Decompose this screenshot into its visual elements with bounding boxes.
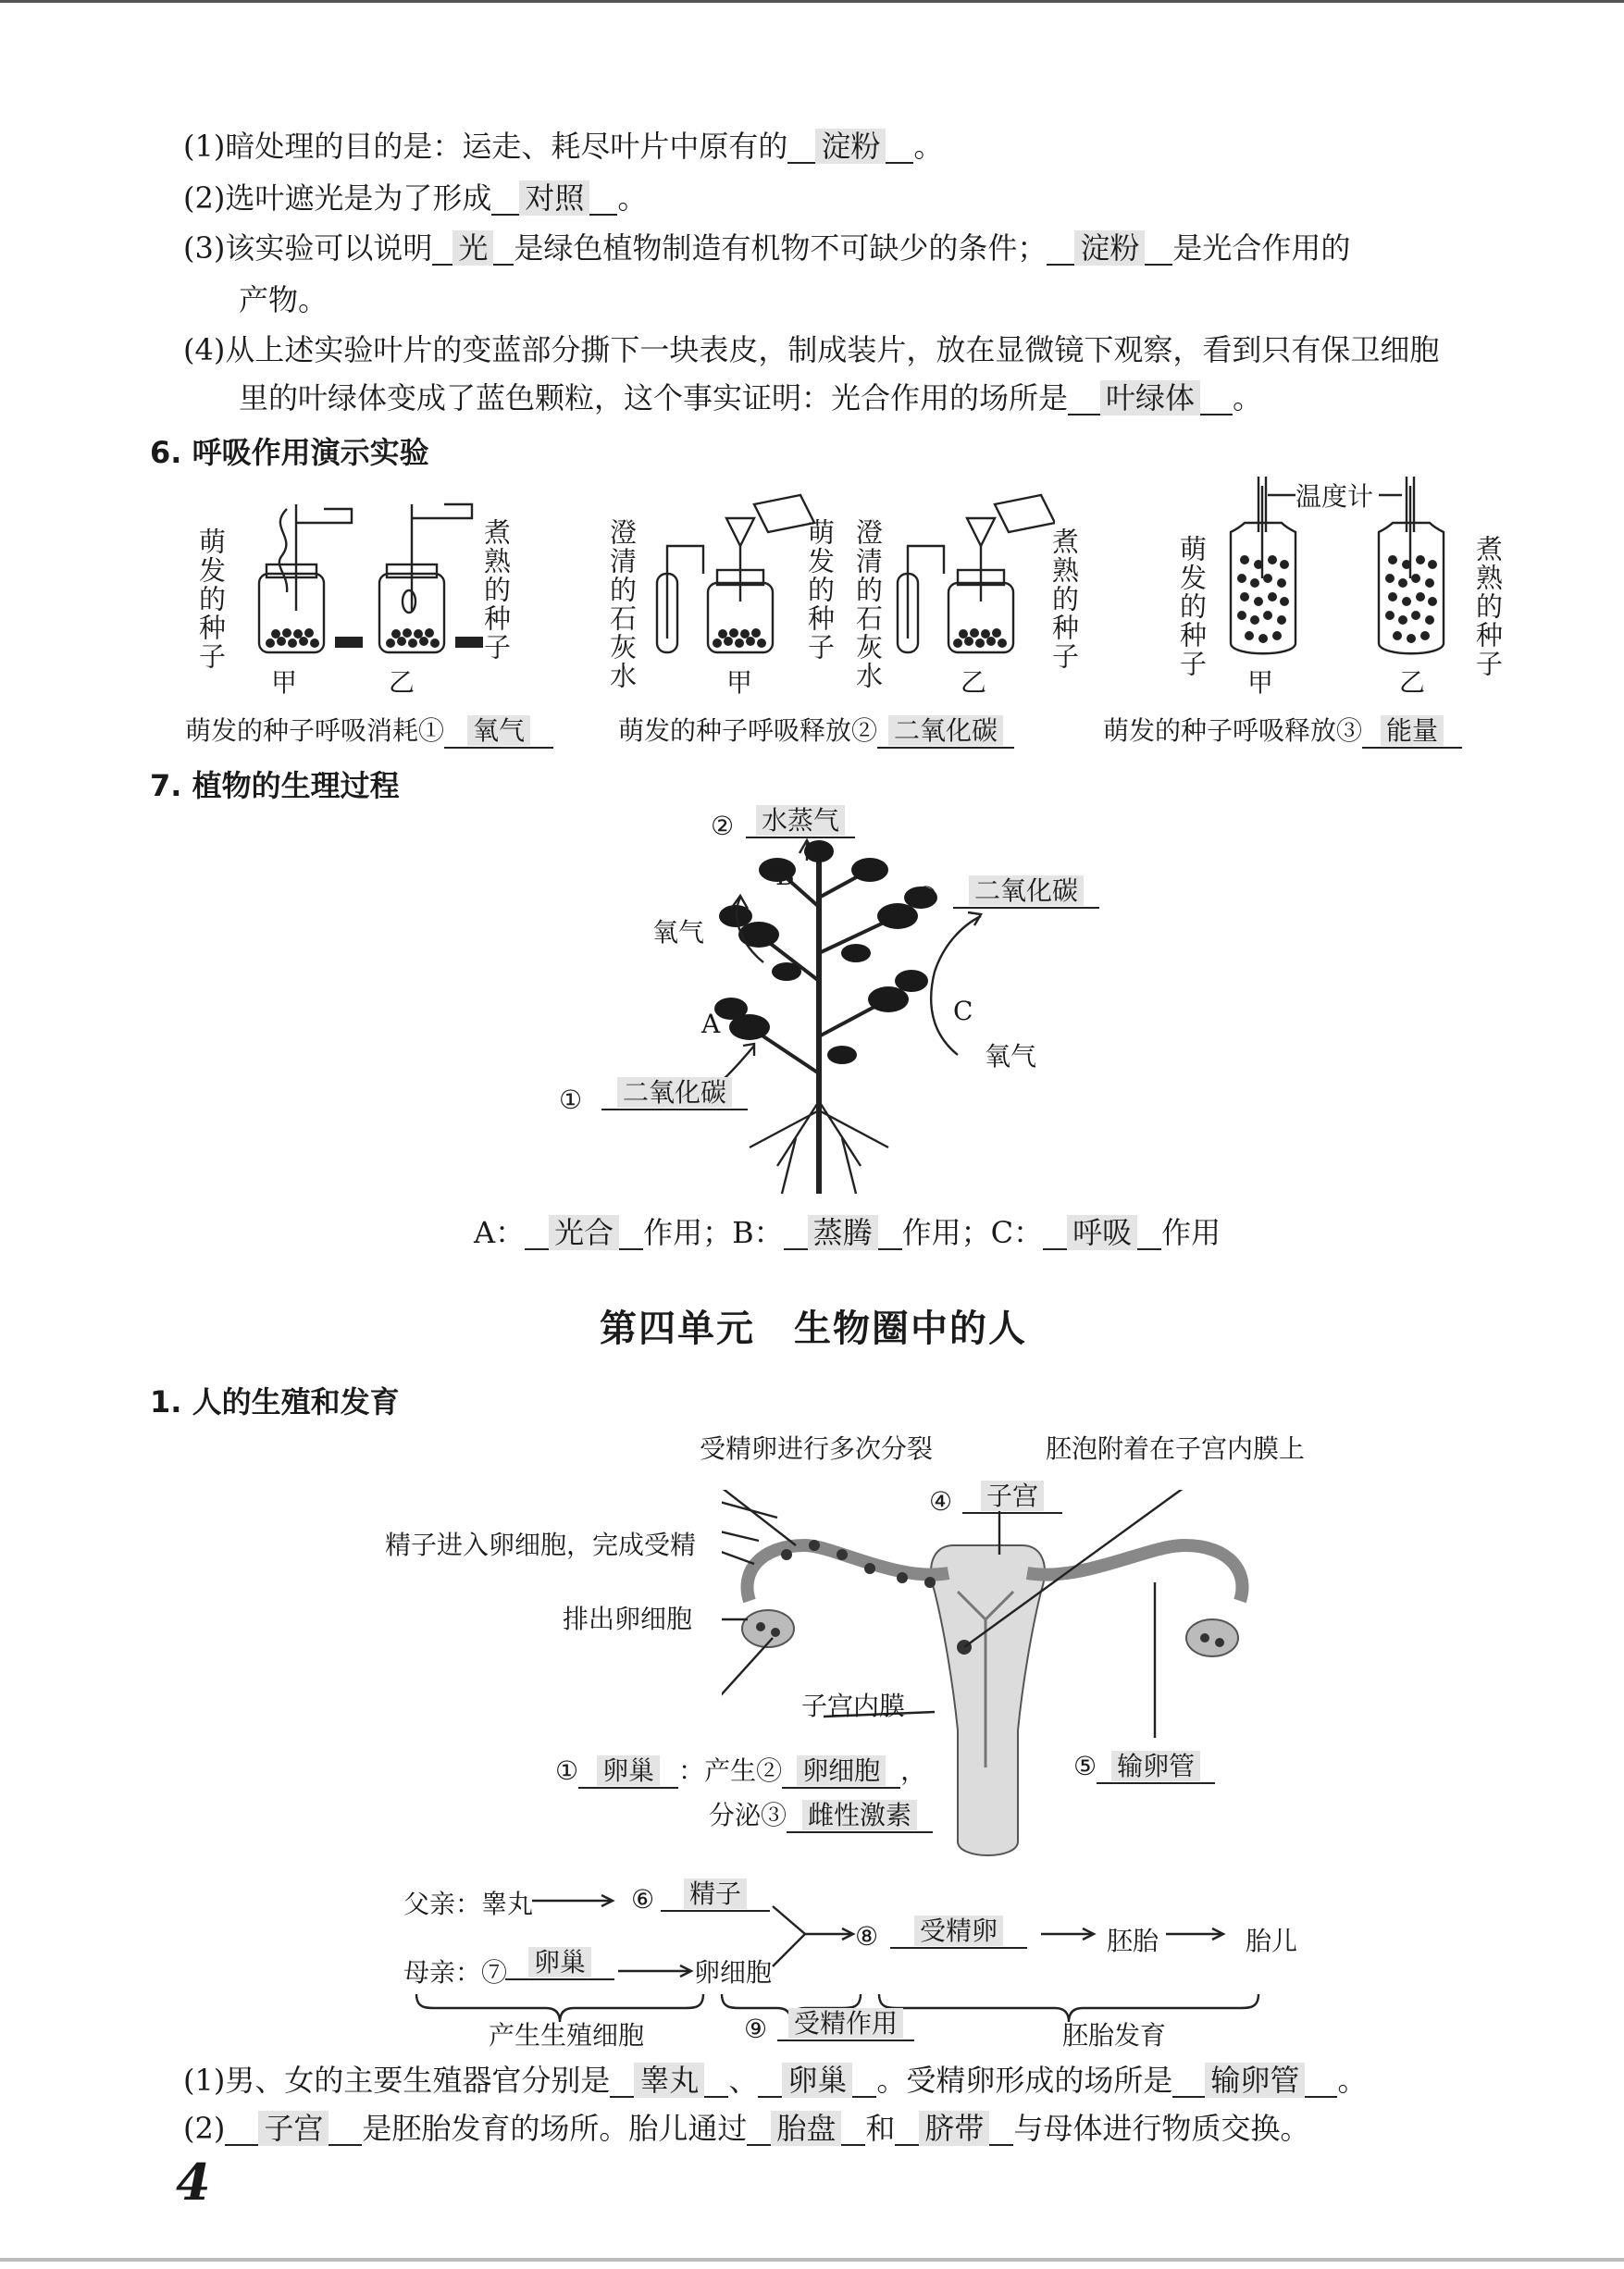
answer-blank: 能量 [1362,715,1462,749]
exp2-lime-water-1: 澄清的石灰水 [606,518,638,690]
answer-blank: 叶绿体 [1068,382,1233,415]
section-7-title: 7. 植物的生理过程 [150,768,400,803]
oxygen-in-label: 氧气 [985,1041,1037,1072]
exp3-jia: 甲 [1247,667,1274,698]
unit4-question-2: (2) 子宫 是胚胎发育的场所。胎儿通过 胎盘 和 脐带 与母体进行物质交换。 [183,2111,1310,2146]
answer-blank: 氧气 [444,715,553,749]
label-A: A [701,1009,721,1039]
answer-blank: 淀粉 [787,130,913,164]
exp2-seed-2: 煮熟的种子 [1048,527,1080,671]
flow-ovary: 卵巢 [505,1947,614,1980]
answer-blank: 对照 [491,182,617,216]
exp2-seed-1: 萌发的种子 [804,518,836,662]
exp1-jia: 甲 [271,667,298,698]
exp2-caption: 萌发的种子呼吸释放② 二氧化碳 [618,713,1014,750]
label-n4: ④ [929,1486,953,1517]
question-3: (3)该实验可以说明 光 是绿色植物制造有机物不可缺少的条件； 淀粉 是光合作用的 [183,230,1351,266]
plant-diagram [592,796,1110,1221]
bottom-border [0,2258,1624,2262]
flow-sperm: 精子 [661,1878,770,1912]
label-endometrium: 子宫内膜 [801,1691,906,1721]
flow-stage-3: 胚胎发育 [1062,2020,1167,2051]
flow-stage-1: 产生生殖细胞 [489,2020,645,2051]
exp3-yi: 乙 [1399,667,1426,698]
hormone-line: 分泌③ 雌性激素 [709,1795,933,1833]
exp2-jia: 甲 [726,667,753,698]
label-embryo-attach: 胚泡附着在子宫内膜上 [1046,1433,1306,1464]
section-1-title: 1. 人的生殖和发育 [150,1384,400,1420]
flow-mother: 母亲：⑦ [403,1957,508,1988]
section-6-title: 6. 呼吸作用演示实验 [150,435,429,470]
uterus-label: 子宫 [962,1481,1062,1514]
water-vapor-label: 水蒸气 [746,805,855,838]
label-n1: ① [559,1085,583,1115]
flow-n9: ⑨ [744,2014,768,2044]
answer-blank: 二氧化碳 [877,715,1014,749]
flow-n6: ⑥ [631,1884,655,1915]
oviduct-line: ⑤ 输卵管 [1073,1751,1215,1784]
page-number: 4 [176,2152,211,2212]
question-3-line2: 产物。 [239,282,329,317]
label-egg-out: 排出卵细胞 [563,1604,693,1634]
flow-egg: 卵细胞 [694,1957,773,1988]
label-divide: 受精卵进行多次分裂 [700,1433,934,1464]
answer-blank: 淀粉 [1047,232,1172,266]
question-1: (1)暗处理的目的是：运走、耗尽叶片中原有的 淀粉 。 [183,129,944,164]
experiment-2-figure [638,490,1055,666]
question-4-line1: (4)从上述实验叶片的变蓝部分撕下一块表皮，制成装片，放在显微镜下观察，看到只有保卫细胞 [183,332,1440,367]
exp3-thermometer-label: 温度计 [1295,481,1374,512]
exp1-left-label: 萌发的种子 [195,527,227,671]
exp1-right-label: 煮熟的种子 [480,518,512,662]
question-2: (2)选叶遮光是为了形成 对照 。 [183,180,648,216]
label-B: B [775,861,795,891]
top-border [0,0,1624,3]
exp3-caption: 萌发的种子呼吸释放③ 能量 [1103,713,1462,750]
label-n2: ② [711,811,735,841]
unit4-question-1: (1)男、女的主要生殖器官分别是 睾丸 、 卵巢 。受精卵形成的场所是 输卵管 。 [183,2063,1368,2098]
flow-n8: ⑧ [855,1921,879,1952]
exp2-lime-water-2: 澄清的石灰水 [852,518,884,690]
exp1-caption: 萌发的种子呼吸消耗① 氧气 [185,713,553,750]
co2-out-label: 二氧化碳 [953,875,1099,909]
co2-in-label: 二氧化碳 [601,1077,748,1110]
unit-4-title: 第四单元 生物圈中的人 [600,1308,1027,1350]
label-n3: ③ [914,881,938,911]
flow-fertilization: 受精作用 [777,2008,914,2041]
exp2-yi: 乙 [961,667,987,698]
exp3-left-label: 萌发的种子 [1176,535,1208,678]
oxygen-out-label: 氧气 [652,917,705,948]
flow-father: 父亲：睾丸 [403,1889,534,1919]
ovary-line: ① 卵巢 ：产生② 卵细胞 ， [555,1751,926,1789]
exp1-yi: 乙 [389,667,415,698]
flow-embryo: 胚胎 [1107,1926,1159,1956]
flow-fetus: 胎儿 [1246,1926,1298,1956]
label-sperm-enter: 精子进入卵细胞，完成受精 [385,1530,697,1560]
flow-zygote: 受精卵 [890,1916,1027,1949]
exp3-right-label: 煮熟的种子 [1472,535,1504,678]
label-C: C [953,996,973,1026]
question-4-line2: 里的叶绿体变成了蓝色颗粒，这个事实证明：光合作用的场所是 叶绿体 。 [239,380,1263,415]
answer-blank: 光 [432,232,514,266]
process-answer-line: A： 光合 作用；B： 蒸腾 作用；C： 呼吸 作用 [474,1215,1221,1250]
